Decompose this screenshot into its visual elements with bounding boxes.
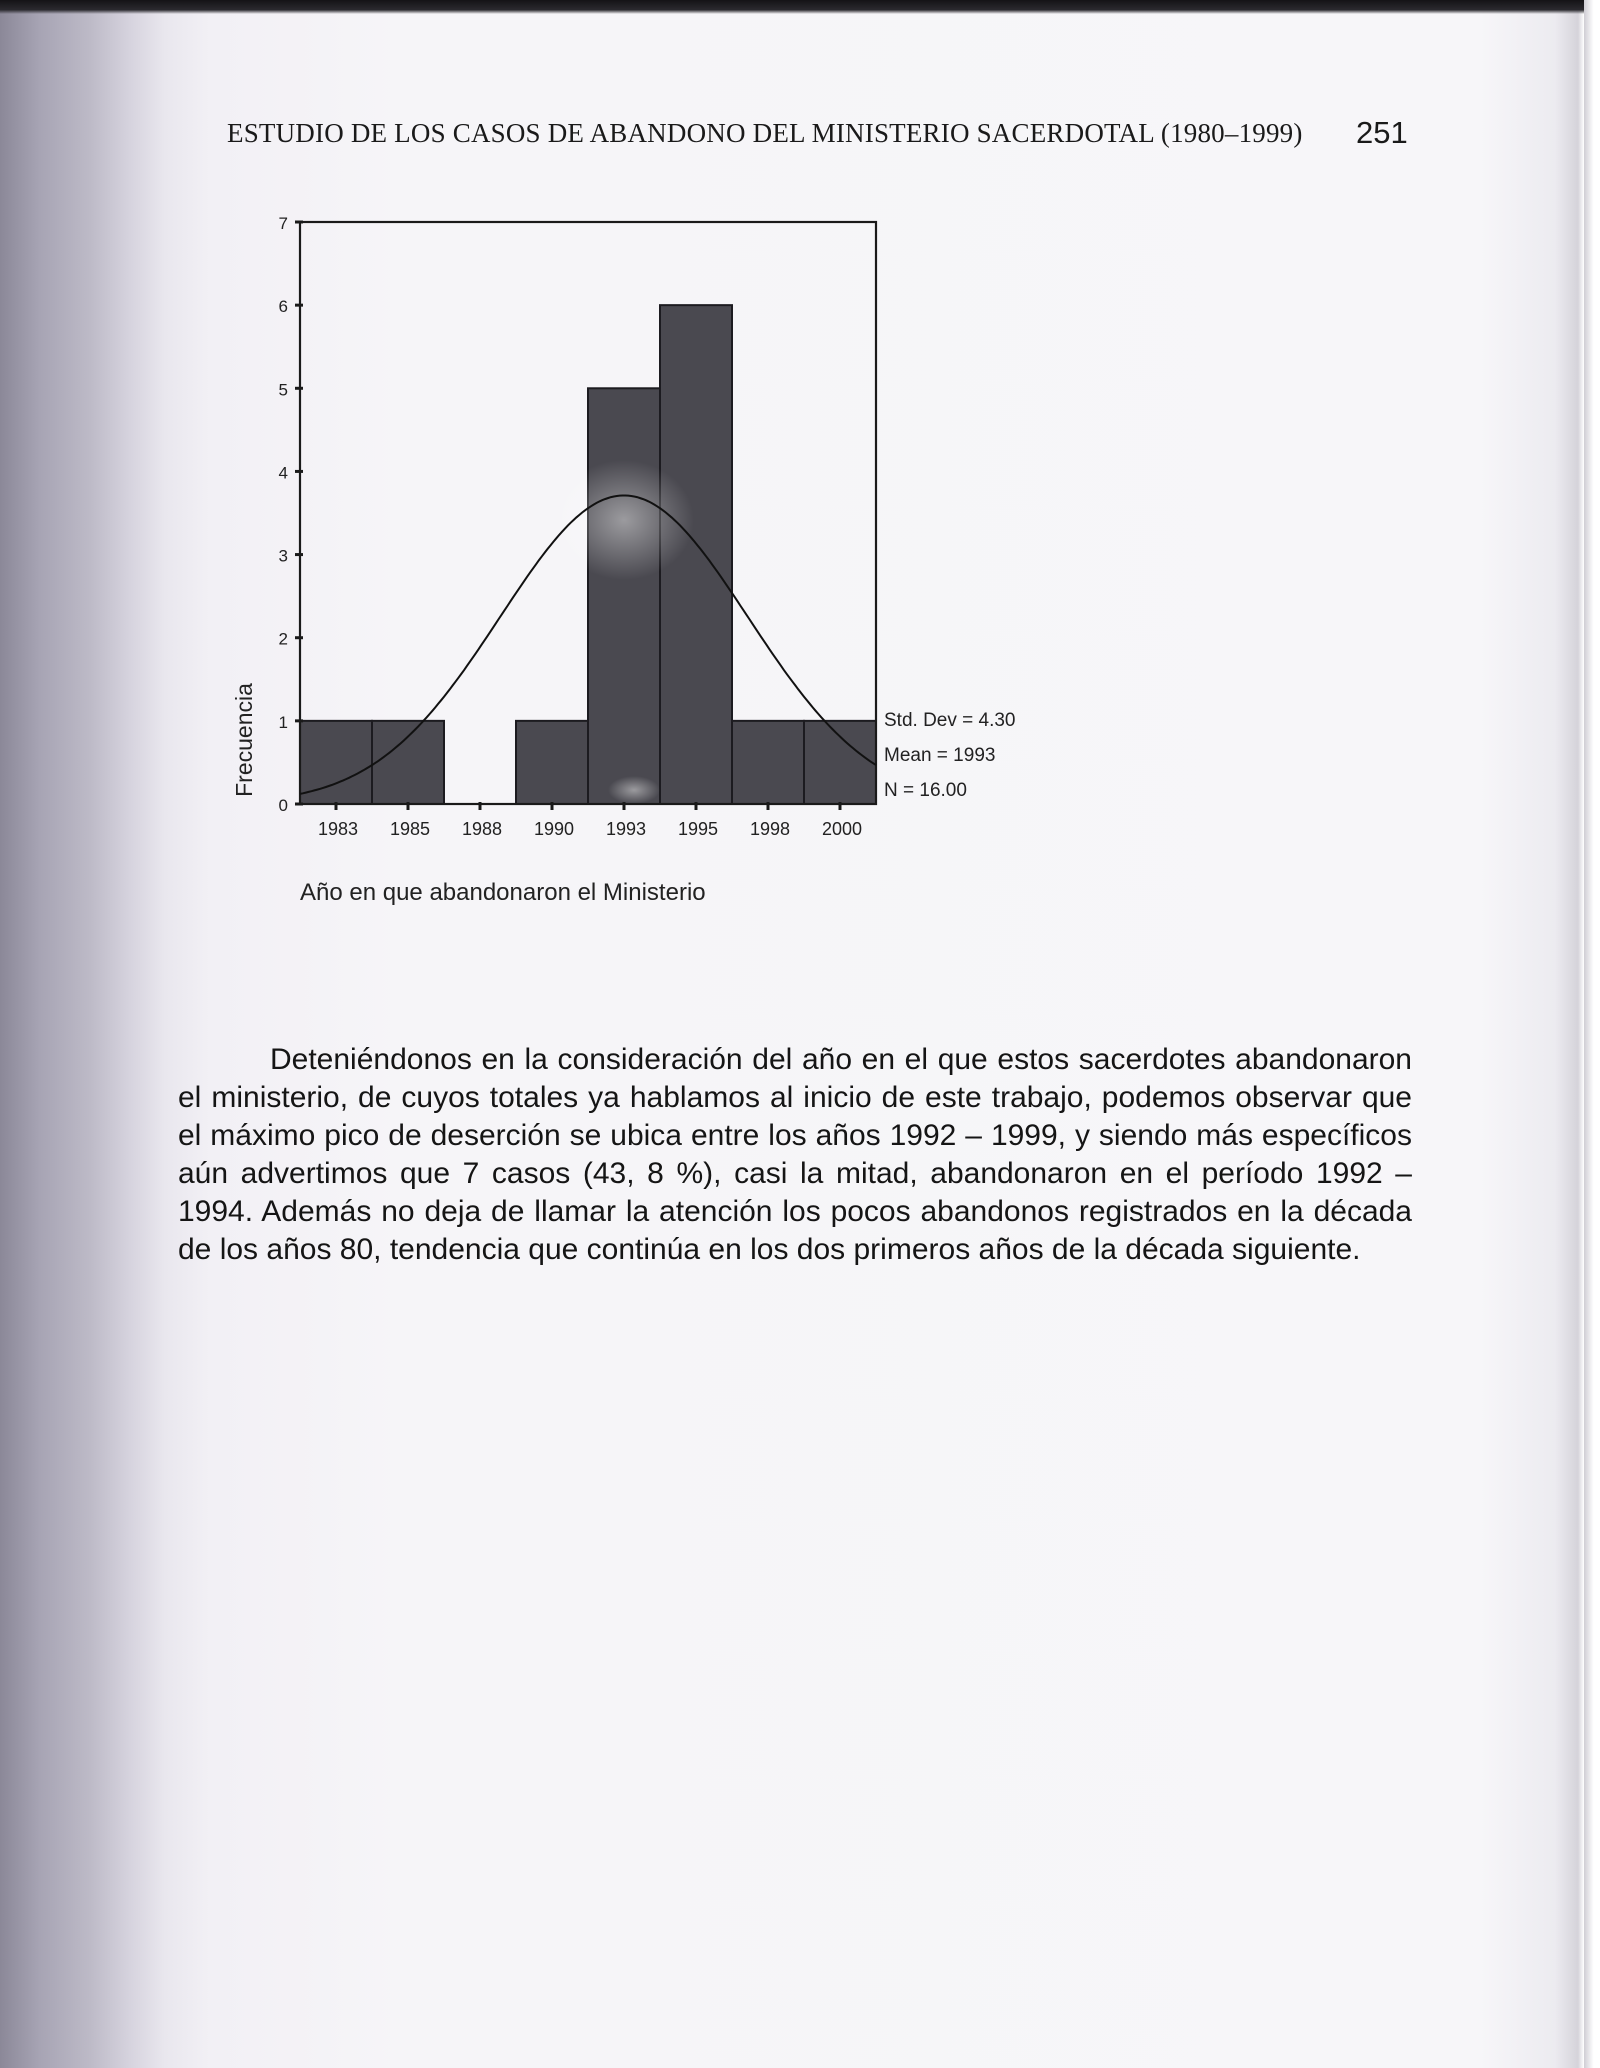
y-tick-label: 5 xyxy=(278,380,288,400)
scan-highlight xyxy=(608,776,660,804)
y-tick-label: 2 xyxy=(278,629,288,649)
histogram-chart xyxy=(0,0,1600,930)
histogram-bar xyxy=(732,721,804,804)
x-axis xyxy=(318,802,862,839)
y-tick-label: 7 xyxy=(278,214,288,233)
histogram-bar xyxy=(804,721,876,804)
y-axis-label: Frecuencia xyxy=(231,683,257,797)
x-axis-label: Año en que abandonaron el Ministerio xyxy=(300,879,706,906)
stats-line: Mean = 1993 xyxy=(884,745,996,766)
stats-legend xyxy=(884,710,1016,801)
x-tick-label: 1998 xyxy=(749,819,791,839)
x-tick-label: 1993 xyxy=(605,819,647,839)
x-tick-label: 1990 xyxy=(533,819,575,839)
x-tick-label: 1985 xyxy=(389,819,431,839)
y-tick-label: 4 xyxy=(278,463,288,483)
x-tick-label: 1995 xyxy=(677,819,719,839)
x-tick-label: 1988 xyxy=(461,819,503,839)
y-tick-label: 1 xyxy=(278,712,288,732)
page-number: 251 xyxy=(1356,115,1408,150)
y-tick-label: 3 xyxy=(278,546,288,566)
stats-line: Std. Dev = 4.30 xyxy=(884,710,1016,731)
histogram-bar xyxy=(516,721,588,804)
body-paragraph: Deteniéndonos en la consideración del año en el que estos sacerdotes abandonaron el ministerio, de cuyos totales ya hablamos al inicio de este trabajo, podemos observar que el máximo pico de deserción se ubica entre los años 1992 – 1999, y siendo más específicos aún advertimos que 7 casos (43, 8 %), casi la mitad, abandonaron en el período 1992 – 1994. Además no deja de llamar la atención los pocos abandonos registrados en la década de los años 80, tendencia que continúa en los dos primeros años de la década siguiente. xyxy=(178,1043,1412,1266)
x-tick-label: 1983 xyxy=(317,819,359,839)
y-tick-label: 6 xyxy=(278,297,288,317)
running-head: ESTUDIO DE LOS CASOS DE ABANDONO DEL MINISTERIO SACERDOTAL (1980–1999) xyxy=(227,118,1303,148)
bars-group xyxy=(300,305,876,804)
x-tick-label: 2000 xyxy=(821,819,863,839)
histogram-bar xyxy=(588,388,660,804)
stats-line: N = 16.00 xyxy=(884,780,967,801)
histogram-bar xyxy=(372,721,444,804)
y-tick-label: 0 xyxy=(278,796,288,815)
